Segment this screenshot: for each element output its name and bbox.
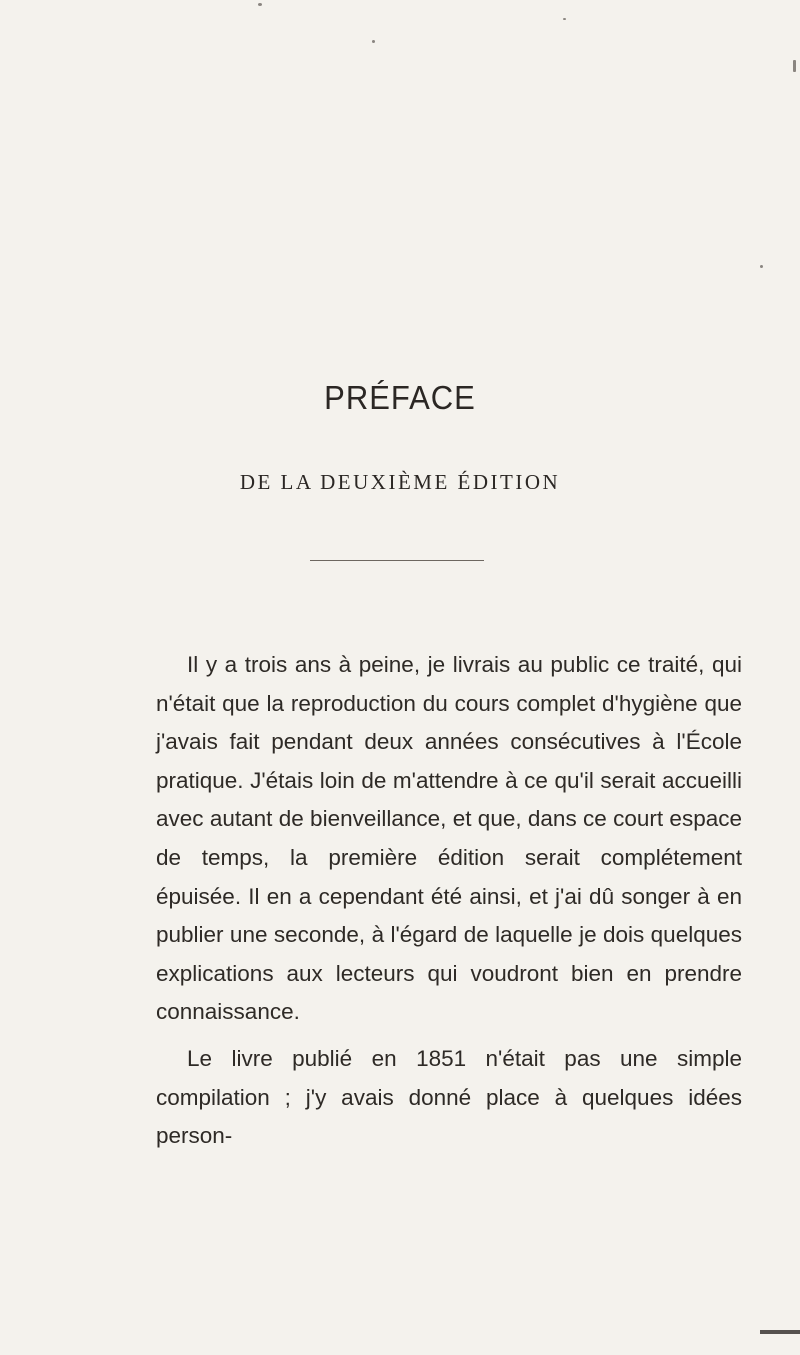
paper-speck xyxy=(563,18,566,20)
paper-speck xyxy=(372,40,375,43)
paper-speck xyxy=(258,3,262,6)
paper-speck xyxy=(760,265,763,268)
paper-speck xyxy=(793,60,796,72)
paragraph: Il y a trois ans à peine, je livrais au public ce traité, qui n'était que la reproduction du cours complet d'hygiène que j'avais fait pendant deux années consécutives à l'École pratique. J'étais loin de m'attendre à ce qu'il serait accueilli avec autant de bienveillance, et que, dans ce court espace de temps, la première édition serait complétement épuisée. Il en a cependant été ainsi, et j'ai dû songer à en publier une seconde, à l'égard de laquelle je dois quelques explications aux lecteurs qui voudront bien en prendre connaissance. xyxy=(156,652,742,1025)
body-text xyxy=(156,646,742,1156)
page-edge-mark xyxy=(760,1330,800,1334)
paragraph: Le livre publié en 1851 n'était pas une simple compilation ; j'y avais donné place à quelques idées person- xyxy=(156,1045,742,1149)
page-subtitle: DE LA DEUXIÈME ÉDITION xyxy=(239,470,561,494)
page-title: PRÉFACE xyxy=(324,378,476,417)
title-divider xyxy=(310,560,484,561)
